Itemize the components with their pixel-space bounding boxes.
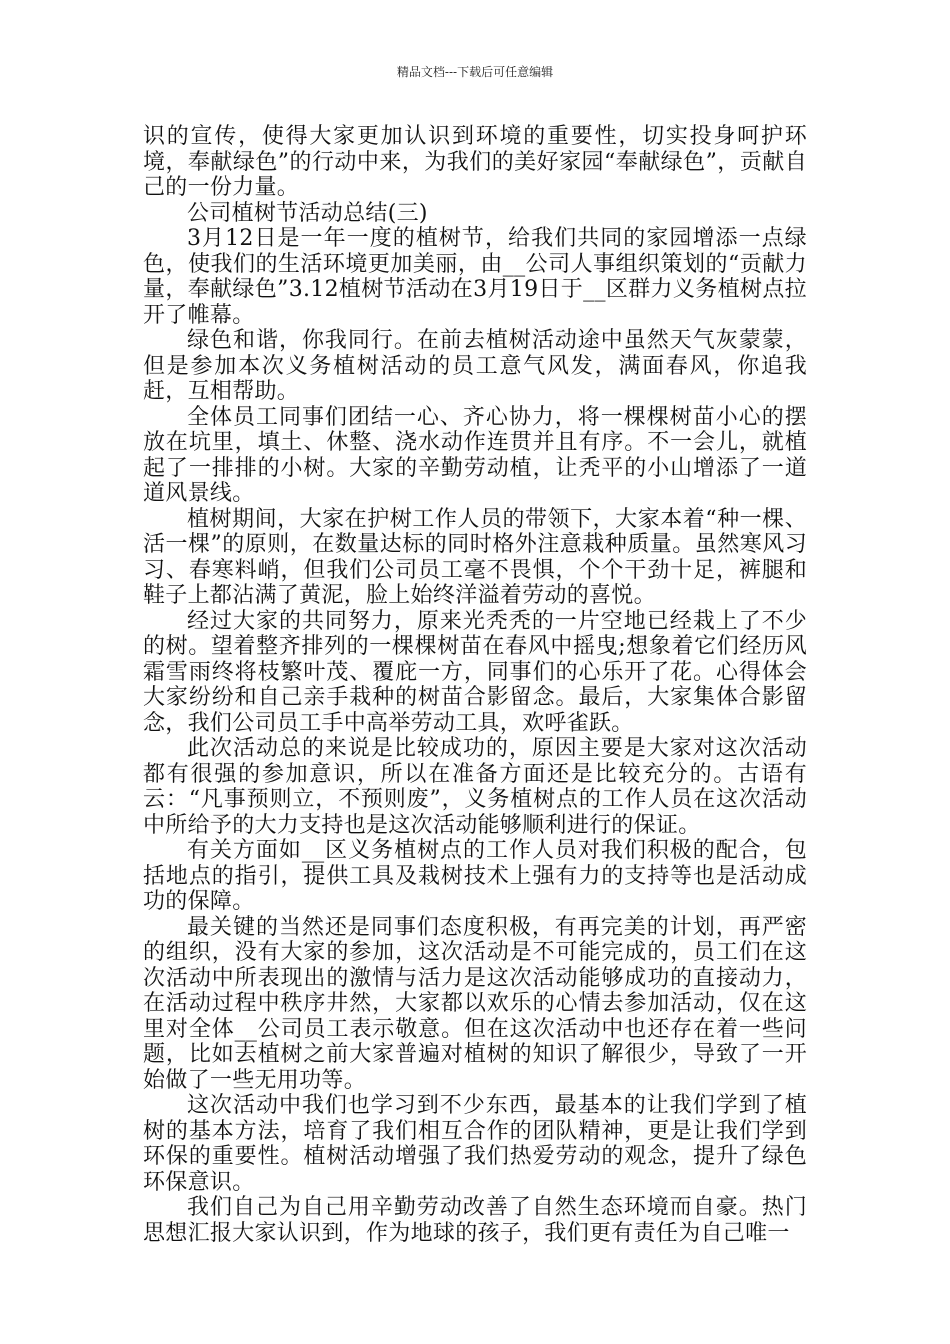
paragraph: 植树期间，大家在护树工作人员的带领下，大家本着“种一棵、活一棵”的原则，在数量达标的同时格外注意栽种质量。虽然寒风习习、春寒料峭，但我们公司员工毫不畏惧，个个干劲十足，裤腿和鞋子上都沾满了黄泥，脸上始终洋溢着劳动的喜悦。 xyxy=(143,506,807,608)
paragraph: 有关方面如__区义务植树点的工作人员对我们积极的配合，包括地点的指引，提供工具及栽树技术上强有力的支持等也是活动成功的保障。 xyxy=(143,838,807,914)
paragraph: 经过大家的共同努力，原来光秃秃的一片空地已经栽上了不少的树。望着整齐排列的一棵棵树苗在春风中摇曳;想象着它们经历风霜雪雨终将枝繁叶茂、覆庇一方，同事们的心乐开了花。心得体会大家纷纷和自己亲手栽种的树苗合影留念。最后，大家集体合影留念，我们公司员工手中高举劳动工具，欢呼雀跃。 xyxy=(143,608,807,736)
paragraph: 最关键的当然还是同事们态度积极，有再完美的计划，再严密的组织，没有大家的参加，这次活动是不可能完成的，员工们在这次活动中所表现出的激情与活力是这次活动能够成功的直接动力，在活动过程中秩序井然，大家都以欢乐的心情去参加活动，仅在这里对全体__公司员工表示敬意。但在这次活动中也还存在着一些问题，比如去植树之前大家普遍对植树的知识了解很少，导致了一开始做了一些无用功等。 xyxy=(143,914,807,1093)
paragraph: 全体员工同事们团结一心、齐心协力，将一棵棵树苗小心的摆放在坑里，填土、休整、浇水动作连贯并且有序。不一会儿，就植起了一排排的小树。大家的辛勤劳动植，让秃平的小山增添了一道道风景线。 xyxy=(143,404,807,506)
paragraph: 此次活动总的来说是比较成功的，原因主要是大家对这次活动都有很强的参加意识，所以在准备方面还是比较充分的。古语有云：“凡事预则立，不预则废”，义务植树点的工作人员在这次活动中所给予的大力支持也是这次活动能够顺利进行的保证。 xyxy=(143,736,807,838)
paragraph: 绿色和谐，你我同行。在前去植树活动途中虽然天气灰蒙蒙，但是参加本次义务植树活动的员工意气风发，满面春风，你追我赶，互相帮助。 xyxy=(143,328,807,404)
paragraph: 这次活动中我们也学习到不少东西，最基本的让我们学到了植树的基本方法，培育了我们相互合作的团队精神，更是让我们学到环保的重要性。植树活动增强了我们热爱劳动的观念，提升了绿色环保意识。 xyxy=(143,1093,807,1195)
document-body xyxy=(143,124,807,1246)
paragraph-continuation: 识的宣传，使得大家更加认识到环境的重要性，切实投身呵护环境，奉献绿色”的行动中来，为我们的美好家园“奉献绿色”，贡献自己的一份力量。 xyxy=(143,124,807,200)
page-header: 精品文档---下载后可任意编辑 xyxy=(396,65,554,79)
section-heading: 公司植树节活动总结(三) xyxy=(187,200,428,226)
paragraph: 我们自己为自己用辛勤劳动改善了自然生态环境而自豪。热门思想汇报大家认识到，作为地球的孩子，我们更有责任为自己唯一 xyxy=(143,1195,807,1246)
paragraph: 3月12日是一年一度的植树节，给我们共同的家园增添一点绿色，使我们的生活环境更加美丽，由__公司人事组织策划的“贡献力量，奉献绿色”3.12植树节活动在3月19日于__区群力义务植树点拉开了帷幕。 xyxy=(143,226,807,328)
